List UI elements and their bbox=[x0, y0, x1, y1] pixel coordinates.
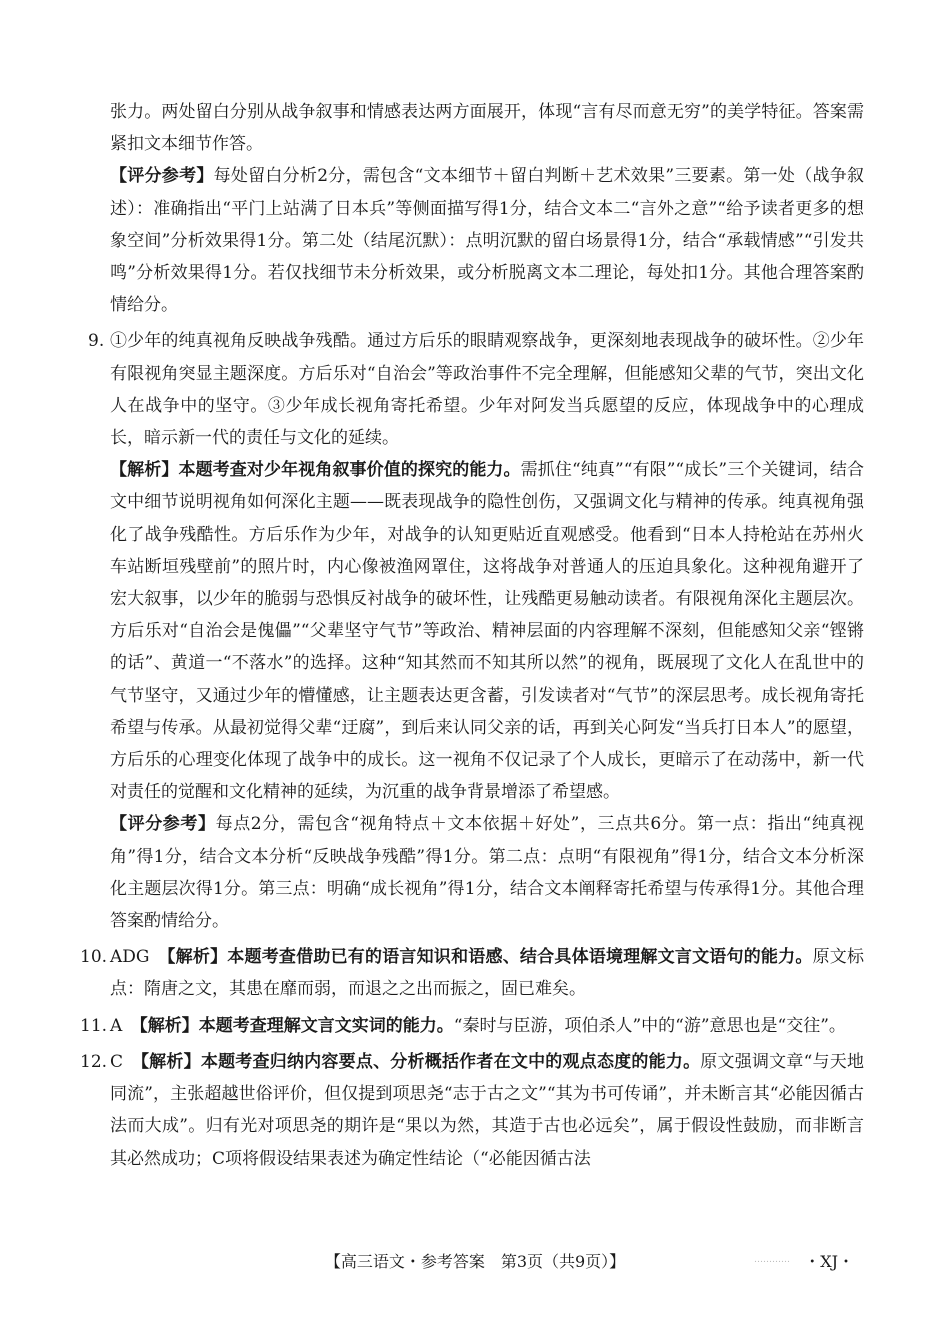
q11-body bbox=[110, 1010, 864, 1042]
q11-analysis-text: “秦时与臣游，项伯杀人”中的“游”意思也是“交往”。 bbox=[453, 1015, 846, 1036]
question-number: 12. bbox=[80, 1051, 108, 1072]
analysis-tag: 【解析】 bbox=[166, 947, 228, 968]
q9-analysis-lead: 本题考查对少年视角叙事价值的探究的能力。 bbox=[178, 460, 521, 481]
q9-analysis bbox=[110, 454, 864, 808]
q11-analysis-lead: 本题考查理解文言文实词的能力。 bbox=[198, 1015, 454, 1036]
q9-answer bbox=[110, 325, 864, 454]
question-11 bbox=[80, 1010, 864, 1042]
q10-analysis-text: 原文标点：隋唐之文，其患在靡而弱，而退之之出而振之，固已难矣。 bbox=[110, 947, 865, 1000]
q12-body bbox=[110, 1046, 864, 1175]
q10-analysis-lead: 本题考查借助已有的语言知识和语感、结合具体语境理解文言文语句的能力。 bbox=[227, 947, 813, 968]
footer-label: 【高三语文・参考答案 第3页（共9页）】 bbox=[324, 1252, 626, 1271]
q12-answer: C bbox=[110, 1051, 141, 1072]
analysis-tag: 【解析】 bbox=[139, 1015, 199, 1036]
question-number: 11. bbox=[80, 1015, 108, 1036]
answer-content bbox=[80, 96, 865, 1175]
analysis-tag: 【解析】 bbox=[140, 1051, 201, 1072]
analysis-tag: 【解析】 bbox=[110, 460, 179, 481]
question-9 bbox=[88, 325, 864, 937]
q10-body bbox=[110, 941, 864, 1005]
question-number: 10. bbox=[80, 947, 108, 968]
q9-answer-text: ①少年的纯真视角反映战争残酷。通过方后乐的眼睛观察战争，更深刻地表现战争的破坏性。②少年有限视角突显主题深度。方后乐对“自治会”等政治事件不完全理解，但能感知父辈的气节，突出文化人在战争中的坚守。③少年成长视角寄托希望。少年对阿发当兵愿望的反应，体现战争中的心理成长，暗示新一代的责任与文化的延续。 bbox=[110, 331, 864, 449]
scoring-tag: 【评分参考】 bbox=[110, 166, 214, 187]
q11-answer: A bbox=[110, 1015, 140, 1036]
question-number: 9. bbox=[88, 331, 105, 352]
q8-scoring bbox=[110, 160, 864, 321]
question-10 bbox=[80, 941, 865, 1005]
q8-scoring-text: 每处留白分析2分，需包含“文本细节＋留白判断＋艺术效果”三要素。第一处（战争叙述）：准确指出“平门上站满了日本兵”等侧面描写得1分，结合文本二“言外之意”“给予读者更多的想象空间”分析效果得1分。第二处（结尾沉默）：点明沉默的留白场景得1分，结合“承载情感”“引发共鸣”分析效果得1分。若仅找细节未分析效果，或分析脱离文本二理论，每处扣1分。其他合理答案酌情给分。 bbox=[110, 166, 864, 316]
q10-answer: ADG bbox=[110, 947, 167, 968]
page-footer bbox=[0, 1249, 950, 1279]
q8-continuation-text: 张力。两处留白分别从战争叙事和情感表达两方面展开，体现“言有尽而意无穷”的美学特征。答案需紧扣文本细节作答。 bbox=[110, 102, 864, 155]
q8-continuation bbox=[110, 96, 864, 160]
q9-scoring-text: 每点2分，需包含“视角特点＋文本依据＋好处”，三点共6分。第一点：指出“纯真视角”得1分，结合文本分析“反映战争残酷”得1分。第二点：点明“有限视角”得1分，结合文本分析深化主题层次得1分。第三点：明确“成长视角”得1分，结合文本阐释寄托希望与传承得1分。其他合理答案酌情给分。 bbox=[110, 814, 865, 932]
question-12 bbox=[80, 1046, 864, 1175]
footer-dots: ………… bbox=[754, 1255, 790, 1265]
footer-code: ・XJ・ bbox=[804, 1252, 854, 1271]
q9-analysis-text: 需抓住“纯真”“有限”“成长”三个关键词，结合文中细节说明视角如何深化主题——既表现战争的隐性创伤，又强调文化与精神的传承。纯真视角强化了战争残酷性。方后乐作为少年，对战争的认知更贴近直观感受。他看到“日本人持枪站在苏州火车站断垣残壁前”的照片时，内心像被渔网罩住，这将战争对普通人的压迫具象化。这种视角避开了宏大叙事，以少年的脆弱与恐惧反衬战争的破坏性，让残酷更易触动读者。有限视角深化主题层次。方后乐对“自治会是傀儡”“父辈坚守气节”等政治、精神层面的内容理解不深刻，但能感知父亲“铿锵的话”、黄道一“不落水”的选择。这种“知其然而不知其所以然”的视角，既展现了文化人在乱世中的气节坚守，又通过少年的懵懂感，让主题表达更含蓄，引发读者对“气节”的深层思考。成长视角寄托希望与传承。从最初觉得父辈“迂腐”，到后来认同父亲的话，再到关心阿发“当兵打日本人”的愿望，方后乐的心理变化体现了战争中的成长。这一视角不仅记录了个人成长，更暗示了在动荡中，新一代对责任的觉醒和文化精神的延续，为沉重的战争背景增添了希望感。 bbox=[110, 460, 865, 803]
q9-scoring bbox=[110, 808, 864, 937]
scoring-tag: 【评分参考】 bbox=[110, 814, 216, 835]
q12-analysis-lead: 本题考查归纳内容要点、分析概括作者在文中的观点态度的能力。 bbox=[200, 1051, 701, 1072]
q12-analysis-text: 原文强调文章“与天地同流”，主张超越世俗评价，但仅提到项思尧“志于古之文”“其为书可传诵”，并未断言其“必能因循古法而大成”。归有光对项思尧的期许是“果以为然，其造于古也必远矣”，属于假设性鼓励，而非断言其必然成功；C项将假设结果表述为确定性结论（“必能因循古法 bbox=[110, 1051, 864, 1169]
